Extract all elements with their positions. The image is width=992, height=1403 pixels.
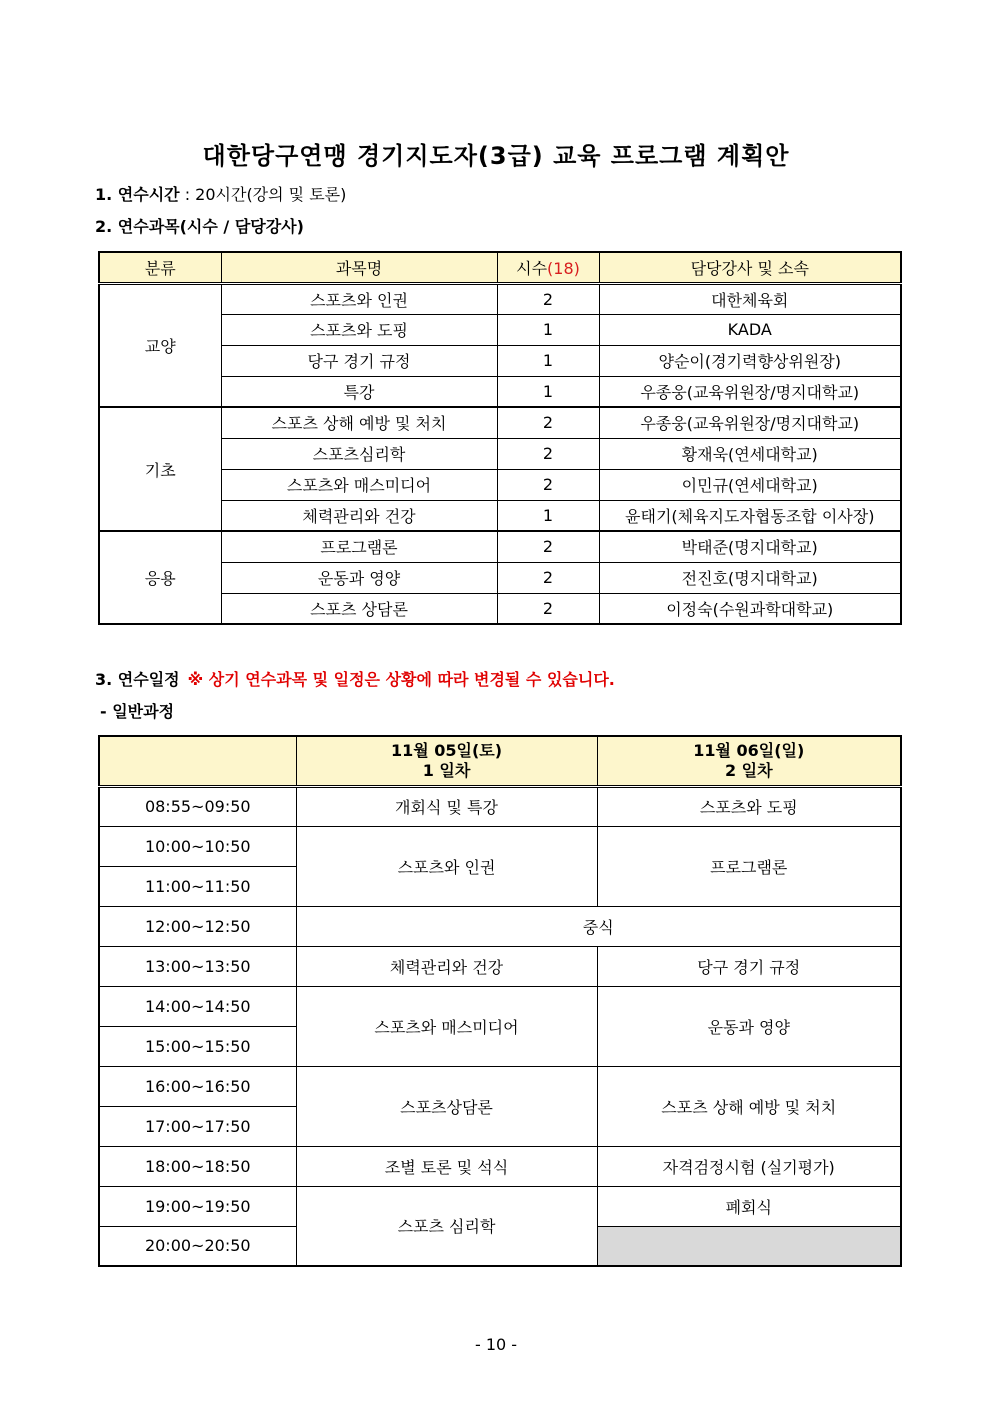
header-hours-total: (18) [547,258,580,278]
time-cell: 08:55~09:50 [99,786,296,826]
time-cell: 18:00~18:50 [99,1146,296,1186]
schedule-cell: 자격검정시험 (실기평가) [597,1146,901,1186]
time-cell: 14:00~14:50 [99,986,296,1026]
hours-cell: 1 [497,345,599,376]
table-row [99,826,901,866]
schedule-cell: 스포츠와 매스미디어 [296,986,597,1066]
courses-table [98,251,902,625]
section-label: 1. 연수시간 [95,185,180,204]
lunch-cell: 중식 [296,906,901,946]
subject-cell: 스포츠와 도핑 [221,314,497,345]
schedule-table [98,735,902,1267]
subject-cell: 스포츠와 인권 [221,283,497,314]
schedule-cell: 스포츠와 도핑 [597,786,901,826]
category-cell: 응용 [99,531,221,624]
section-training-hours [95,182,346,205]
section-label: 2. 연수과목(시수 / 담당강사) [95,217,304,236]
subject-cell: 운동과 영양 [221,562,497,593]
hours-cell: 2 [497,469,599,500]
schedule-cell: 조별 토론 및 석식 [296,1146,597,1186]
time-cell: 19:00~19:50 [99,1186,296,1226]
schedule-cell: 개회식 및 특강 [296,786,597,826]
header-hours-label: 시수 [516,258,548,278]
section-value: : 20시간(강의 및 토론) [179,185,347,204]
table-row [99,407,901,438]
schedule-cell: 당구 경기 규정 [597,946,901,986]
instructor-cell: 전진호(명지대학교) [599,562,901,593]
day2-label: 2 일차 [724,760,773,780]
table-row [99,1066,901,1106]
category-cell: 교양 [99,283,221,407]
hours-cell: 1 [497,500,599,531]
hours-cell: 2 [497,593,599,624]
instructor-cell: 우종웅(교육위원장/명지대학교) [599,407,901,438]
header-hours [497,252,599,283]
subject-cell: 스포츠 상담론 [221,593,497,624]
hours-cell: 2 [497,531,599,562]
schedule-cell: 체력관리와 건강 [296,946,597,986]
section-schedule [95,667,615,690]
table-row [99,283,901,314]
time-cell: 20:00~20:50 [99,1226,296,1266]
subject-cell: 스포츠심리학 [221,438,497,469]
time-cell: 16:00~16:50 [99,1066,296,1106]
page-title: 대한당구연맹 경기지도자(3급) 교육 프로그램 계획안 [202,142,790,170]
time-cell: 12:00~12:50 [99,906,296,946]
table-row [99,986,901,1026]
table-row [99,786,901,826]
instructor-cell: 이민규(연세대학교) [599,469,901,500]
table-row [99,531,901,562]
schedule-cell: 폐회식 [597,1186,901,1226]
section-general-course [100,699,174,722]
time-cell: 15:00~15:50 [99,1026,296,1066]
time-cell: 17:00~17:50 [99,1106,296,1146]
time-cell: 13:00~13:50 [99,946,296,986]
instructor-cell: 양순이(경기력향상위원장) [599,345,901,376]
time-cell: 10:00~10:50 [99,826,296,866]
hours-cell: 2 [497,283,599,314]
instructor-cell: 박태준(명지대학교) [599,531,901,562]
hours-cell: 1 [497,314,599,345]
schedule-cell: 스포츠와 인권 [296,826,597,906]
instructor-cell: 대한체육회 [599,283,901,314]
hours-cell: 1 [497,376,599,407]
table-row [99,1146,901,1186]
day1-date: 11월 05일(토) [390,740,503,760]
instructor-cell: 황재욱(연세대학교) [599,438,901,469]
instructor-cell: 윤태기(체육지도자협동조합 이사장) [599,500,901,531]
subject-cell: 특강 [221,376,497,407]
instructor-cell: 이정숙(수원과학대학교) [599,593,901,624]
table-header-row [99,736,901,786]
table-header-row [99,252,901,283]
page-number: - 10 - [474,1335,518,1354]
empty-cell [597,1226,901,1266]
table-row [99,1186,901,1226]
header-day1 [296,736,597,786]
instructor-cell: 우종웅(교육위원장/명지대학교) [599,376,901,407]
hours-cell: 2 [497,407,599,438]
header-subject: 과목명 [221,252,497,283]
schedule-cell: 프로그램론 [597,826,901,906]
schedule-note: ※ 상기 연수과목 및 일정은 상황에 따라 변경될 수 있습니다. [187,670,615,689]
schedule-cell: 운동과 영양 [597,986,901,1066]
subject-cell: 당구 경기 규정 [221,345,497,376]
day1-label: 1 일차 [422,760,471,780]
header-instructor: 담당강사 및 소속 [599,252,901,283]
hours-cell: 2 [497,562,599,593]
category-cell: 기초 [99,407,221,531]
instructor-cell: KADA [599,314,901,345]
subject-cell: 프로그램론 [221,531,497,562]
section-courses [95,214,304,237]
section-label: - 일반과정 [100,702,175,721]
header-category: 분류 [99,252,221,283]
section-label: 3. 연수일정 [95,670,180,689]
table-row [99,906,901,946]
header-day2 [597,736,901,786]
subject-cell: 체력관리와 건강 [221,500,497,531]
subject-cell: 스포츠 상해 예방 및 처치 [221,407,497,438]
table-row [99,946,901,986]
schedule-cell: 스포츠상담론 [296,1066,597,1146]
time-cell: 11:00~11:50 [99,866,296,906]
subject-cell: 스포츠와 매스미디어 [221,469,497,500]
day2-date: 11월 06일(일) [693,740,805,760]
hours-cell: 2 [497,438,599,469]
header-time [99,736,296,786]
schedule-cell: 스포츠 상해 예방 및 처치 [597,1066,901,1146]
schedule-cell: 스포츠 심리학 [296,1186,597,1266]
